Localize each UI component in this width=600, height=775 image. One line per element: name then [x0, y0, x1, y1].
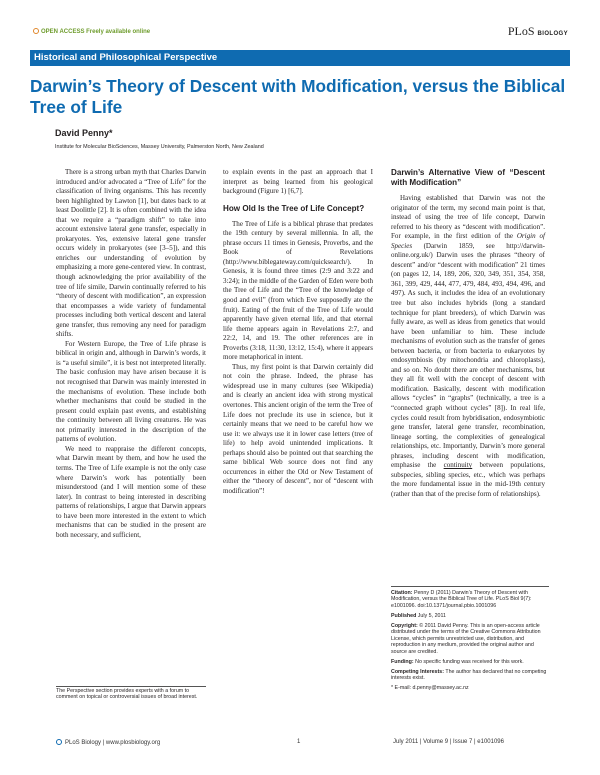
copyright: Copyright: © 2011 David Penny. This is an open-access article distributed under the terms of the Creative Commons Attribution License, which permits unrestricted use, distribution, and reproduction in any medium, provided the original author and source are credited.	[391, 622, 541, 655]
footer-journal: PLoS Biology | www.plosbiology.org	[56, 739, 160, 746]
perspective-box-note: The Perspective section provides experts with a forum to comment on topical or controversial issues of broad interest.	[56, 688, 198, 701]
funding: Funding: No specific funding was received for this work.	[391, 658, 524, 665]
footer-page-number: 1	[297, 739, 301, 745]
competing-interests: Competing Interests: The author has declared that no competing interests exist.	[391, 668, 547, 681]
perspective-box-divider	[56, 686, 206, 687]
paragraph: There is a strong urban myth that Charles Darwin introduced and/or advocated a “Tree of Life” for the classification of living organisms. This has recently been highlighted by Lawton [1], but dates back to at least Doolittle [2]. It is often combined with the idea that we require a “paradigm shift” to take into account extensive lateral gene transfer, especially in prokaryotes. Yes, extensive lateral gene transfer occurs widely in prokaryotes (see [3–5]), and this enriches our understanding of evolution by emphasizing a more gene-centered view. In contrast, though acknowledging the prior availability of the tree of life simile, Darwin continually referred to his “theory of descent with modification”, an expression that encompasses a wide variety of fundamental processes including both vertical descent and lateral gene transfer, thus removing any need for paradigm shifts.	[56, 168, 206, 339]
article-metadata	[391, 586, 549, 695]
article-title: Darwin’s Theory of Descent with Modification, versus the Biblical Tree of Life	[30, 76, 566, 117]
column-3	[391, 168, 545, 500]
paragraph: Having established that Darwin was not the originator of the term, my second main point is that, instead of using the tree of life concept, Darwin referred to his theory as “descent with modification”. For example, in the first edition of the Origin of Species (Darwin 1859, see http://darwin-online.org.uk/) Darwin uses the phrases “theory of descent” and/or “descent with modification” 21 times (on pages 12, 14, 189, 206, 320, 349, 351, 354, 358, 361, 399, 429, 444, 477, 479, 484, 493, 494, 496, and 497). As such, it includes the idea of an evolutionary tree but also includes hybrids (long a standard technique for plant breeders), of which Darwin was fully aware, as well as ideas from genetics that would have been unfamiliar to him. These include mechanisms of evolution such as the transfer of genes between bacteria, or from bacteria to eukaryotes by endosymbiosis (by mitochondria and chloroplasts), and so on. No doubt there are other mechanisms, but they all fit well with the concept of descent with modification. Basically, descent with modification allows “cycles” in “graphs” (technically, a tree is a “connected graph without cycles” [8]). In real life, cycles could result from hybridisation, endosymbiotic gene transfer, lateral gene transfer, recombination, lineage sorting, the complexities of genealogical relationships, etc. Importantly, Darwin’s more general phrases, including descent with modification, emphasise the continuity between populations, subspecies, sibling species, etc., which was perhaps the more fundamental issue in the mid-19th century (rather than that of the precise form of relationships).	[391, 194, 545, 498]
section-band: Historical and Philosophical Perspective	[30, 50, 570, 66]
column-2	[223, 168, 373, 497]
paragraph: to explain events in the past an approach that I interpret as being learned from his geological background (Figure 1) [6,7].	[223, 168, 373, 196]
open-access-label: OPEN ACCESS Freely available online	[33, 28, 150, 35]
journal-logo: PLoS BIOLOGY	[507, 24, 568, 38]
paragraph: For Western Europe, the Tree of Life phrase is biblical in origin and, although in Darwin’s words, it is “a useful simile”, it is best not interpreted literally. The basic confusion may have arisen because it is not recognised that Darwin was mainly interested in the mechanisms of evolution. These include both whether mechanisms that could be studied in the present could explain past events, and establishing the continuity between all living creatures. He was not primarily interested in the description of the patterns of evolution.	[56, 339, 206, 444]
emphasis-continuity: continuity	[443, 461, 473, 470]
column-1	[56, 168, 206, 540]
author-email: * E-mail: d.penny@massey.ac.nz	[391, 684, 469, 691]
paragraph: The Tree of Life is a biblical phrase that predates the 19th century by several millennia. In all, the phrase occurs 11 times in Genesis, Proverbs, and the Book of Revelations (http://www.biblegateway.com/quicksearch/). In Genesis, it is found three times (2:9 and 3:22 and 3:24); in the middle of the Garden of Eden were both the Tree of Life and the “Tree of the knowledge of good and evil” (from which Eve supposedly ate the fruit). Eating of the fruit of the Tree of Life would apparently have given eternal life, and that eternal life theme appears again in Revelations 2:7, and 22:2, 14, and 19. The other references are in Proverbs (3:18, 11:30, 13:12, 15:4), where it appears more metaphorical in intent.	[223, 219, 373, 362]
footer-issue: July 2011 | Volume 9 | Issue 7 | e1001096	[393, 739, 504, 745]
book-title: Origin of Species	[391, 232, 545, 250]
section-heading: How Old Is the Tree of Life Concept?	[223, 203, 365, 213]
open-access-lock-icon	[33, 28, 39, 34]
metadata-divider	[391, 586, 549, 587]
author-name: David Penny*	[55, 128, 113, 138]
section-heading: Darwin’s Alternative View of “Descent with Modification”	[391, 168, 545, 187]
author-affiliation: Institute for Molecular BioSciences, Massey University, Palmerston North, New Zealand	[55, 144, 264, 150]
paragraph: Thus, my first point is that Darwin certainly did not coin the phrase. Indeed, the phrase has widespread use in many cultures (see Wikipedia) and is clearly an ancient idea with strong mystical overtones. This ancient origin of the term the Tree of Life does not preclude its use in science, but it certainly means that we need to be careful how we use it: we always use it in lower case letters (tree of life) to help avoid unintended implications. It perhaps should also be pointed out that searching the same biblical Web source does not find any occurrences in either the Old or New Testament of either the “theory of descent”, nor of “descent with modification”!	[223, 362, 373, 495]
paragraph: We need to reappraise the different concepts, what Darwin meant by them, and how he used the terms. The Tree of Life example is not the only case where Darwin’s work has potentially been misunderstood (and I will mention some of these later). In contrast to being interested in describing patterns of relationships, I argue that Darwin appears to have been more interested in the extent to which mechanisms that can be studied in the present are both necessary, and sufficient,	[56, 444, 206, 539]
published-date: Published July 5, 2011	[391, 612, 446, 619]
plos-logo-icon	[56, 739, 62, 745]
citation: Citation: Penny D (2011) Darwin’s Theory of Descent with Modification, versus the Biblical Tree of Life. PLoS Biol 9(7): e1001096. doi:10.1371/journal.pbio.1001096	[391, 590, 532, 609]
